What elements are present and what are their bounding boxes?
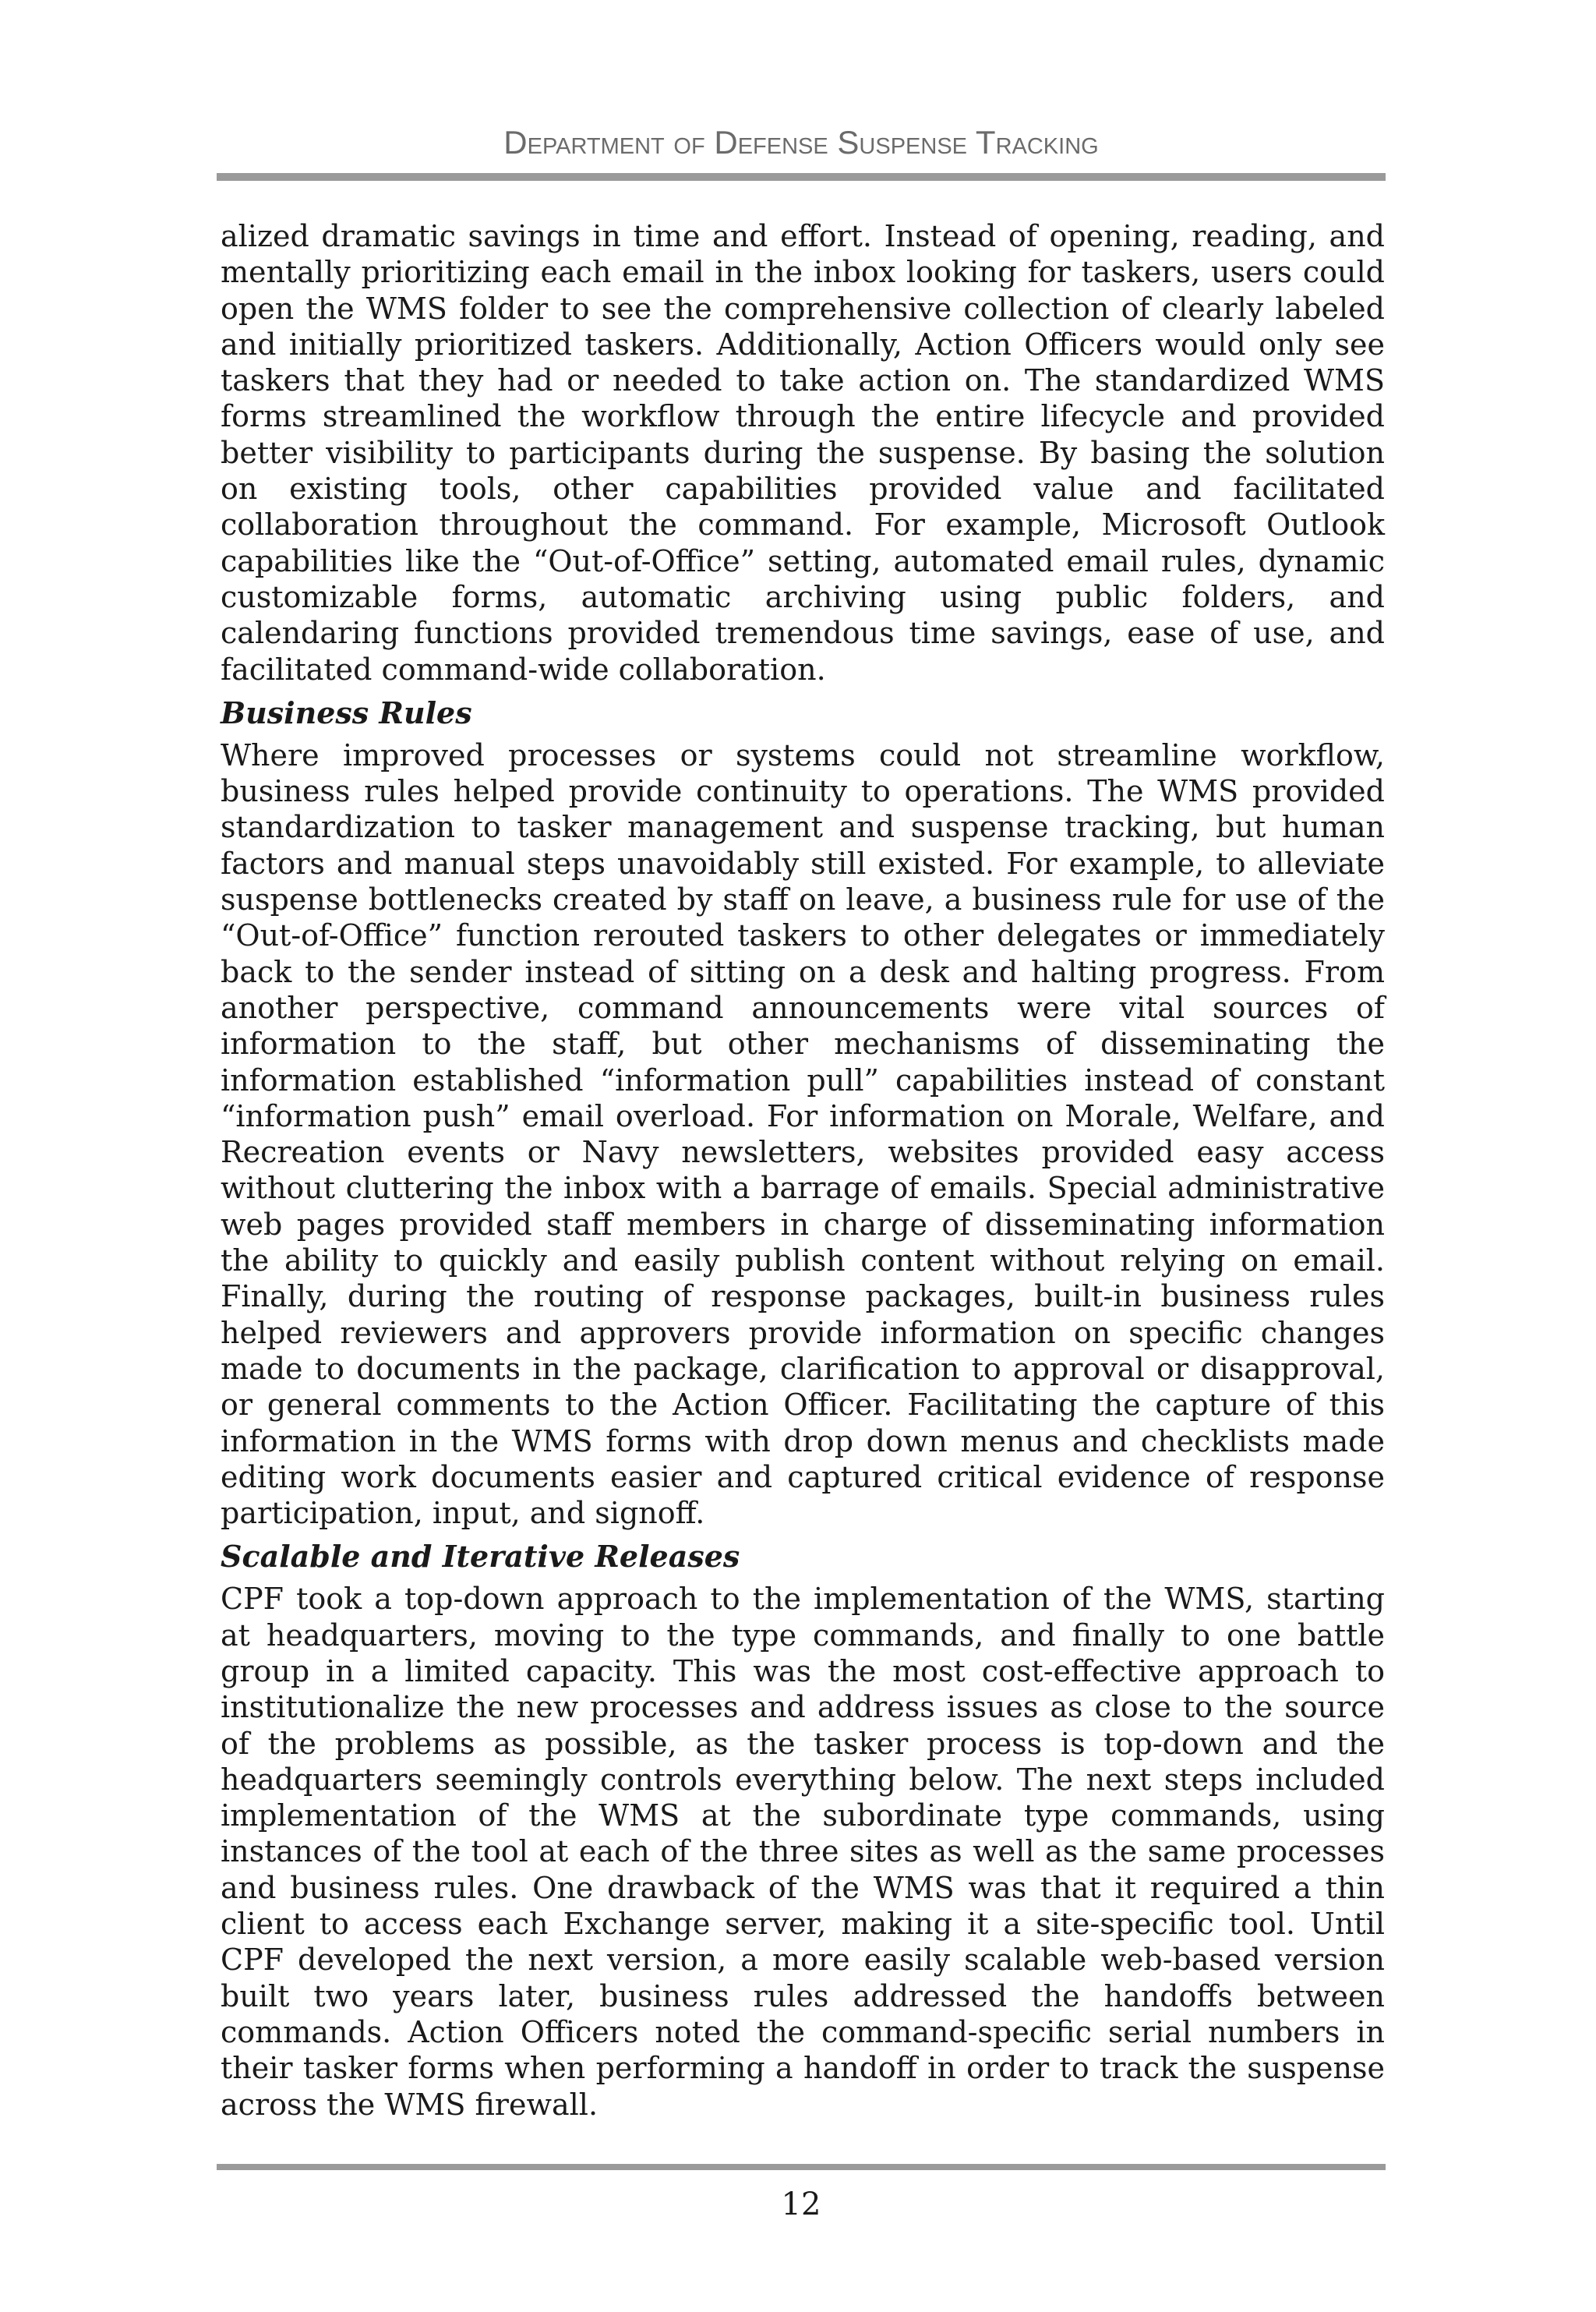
header-rule bbox=[217, 173, 1386, 181]
running-header: Department of Defense Suspense Tracking bbox=[503, 124, 1099, 161]
scalable-releases-paragraph: CPF took a top-down approach to the implementation of the WMS, starting at headquarters, moving to the type commands, and finally to one battle group in a limited capacity. This was the most cost-effective approach to institutionalize the new processes and address issues as close to the source of the problems as possible, as the tasker process is top-down and the headquarters seemingly controls everything below. The next steps included implementation of the WMS at the subordinate type commands, using instances of the tool at each of the three sites as well as the same processes and business rules. One drawback of the WMS was that it required a thin client to access each Exchange server, making it a site-specific tool. Until CPF developed the next version, a more easily scalable web-based version built two years later, business rules addressed the handoffs between commands. Action Officers noted the command-specific serial numbers in their tasker forms when performing a handoff in order to track the suspense across the WMS firewall. bbox=[221, 1582, 1385, 2122]
intro-paragraph: alized dramatic savings in time and effort. Instead of opening, reading, and mentally prioritizing each email in the inbox looking for taskers, users could open the WMS folder to see the comprehensive collection of clearly labeled and initially prioritized taskers. Additionally, Action Officers would only see taskers that they had or needed to take action on. The standardized WMS forms streamlined the workflow through the entire lifecycle and provided better visibility to participants during the suspense. By basing the solution on existing tools, other capabilities provided value and facilitated collaboration throughout the command. For example, Microsoft Outlook capabilities like the “Out-of-Office” setting, automated email rules, dynamic customizable forms, automatic archiving using public folders, and calendaring functions provided tremendous time savings, ease of use, and facilitated command-wide collaboration. bbox=[221, 219, 1385, 687]
page-number: 12 bbox=[781, 2187, 821, 2222]
body-text bbox=[221, 218, 1385, 2123]
section-heading-scalable-releases: Scalable and Iterative Releases bbox=[221, 1539, 740, 1575]
footer-rule bbox=[217, 2164, 1386, 2170]
business-rules-paragraph: Where improved processes or systems could not streamline workflow, business rules helped provide continuity to operations. The WMS provided standardization to tasker management and suspense tracking, but human factors and manual steps unavoidably still existed. For example, to alleviate suspense bottlenecks created by staff on leave, a business rule for use of the “Out-of-Office” function rerouted taskers to other delegates or immediately back to the sender instead of sitting on a desk and halting progress. From another perspective, command announcements were vital sources of information to the staff, but other mechanisms of disseminating the information established “information pull” capabilities instead of constant “information push” email overload. For information on Morale, Welfare, and Recreation events or Navy newsletters, websites provided easy access without cluttering the inbox with a barrage of emails. Special administrative web pages provided staff members in charge of disseminating information the ability to quickly and easily publish content without relying on email. Finally, during the routing of response packages, built-in business rules helped reviewers and approvers provide information on specific changes made to documents in the package, clarification to approval or disapproval, or general comments to the Action Officer. Facilitating the capture of this information in the WMS forms with drop down menus and checklists made editing work documents easier and captured critical evidence of response participation, input, and signoff. bbox=[221, 737, 1385, 1531]
section-heading-business-rules: Business Rules bbox=[221, 695, 472, 730]
